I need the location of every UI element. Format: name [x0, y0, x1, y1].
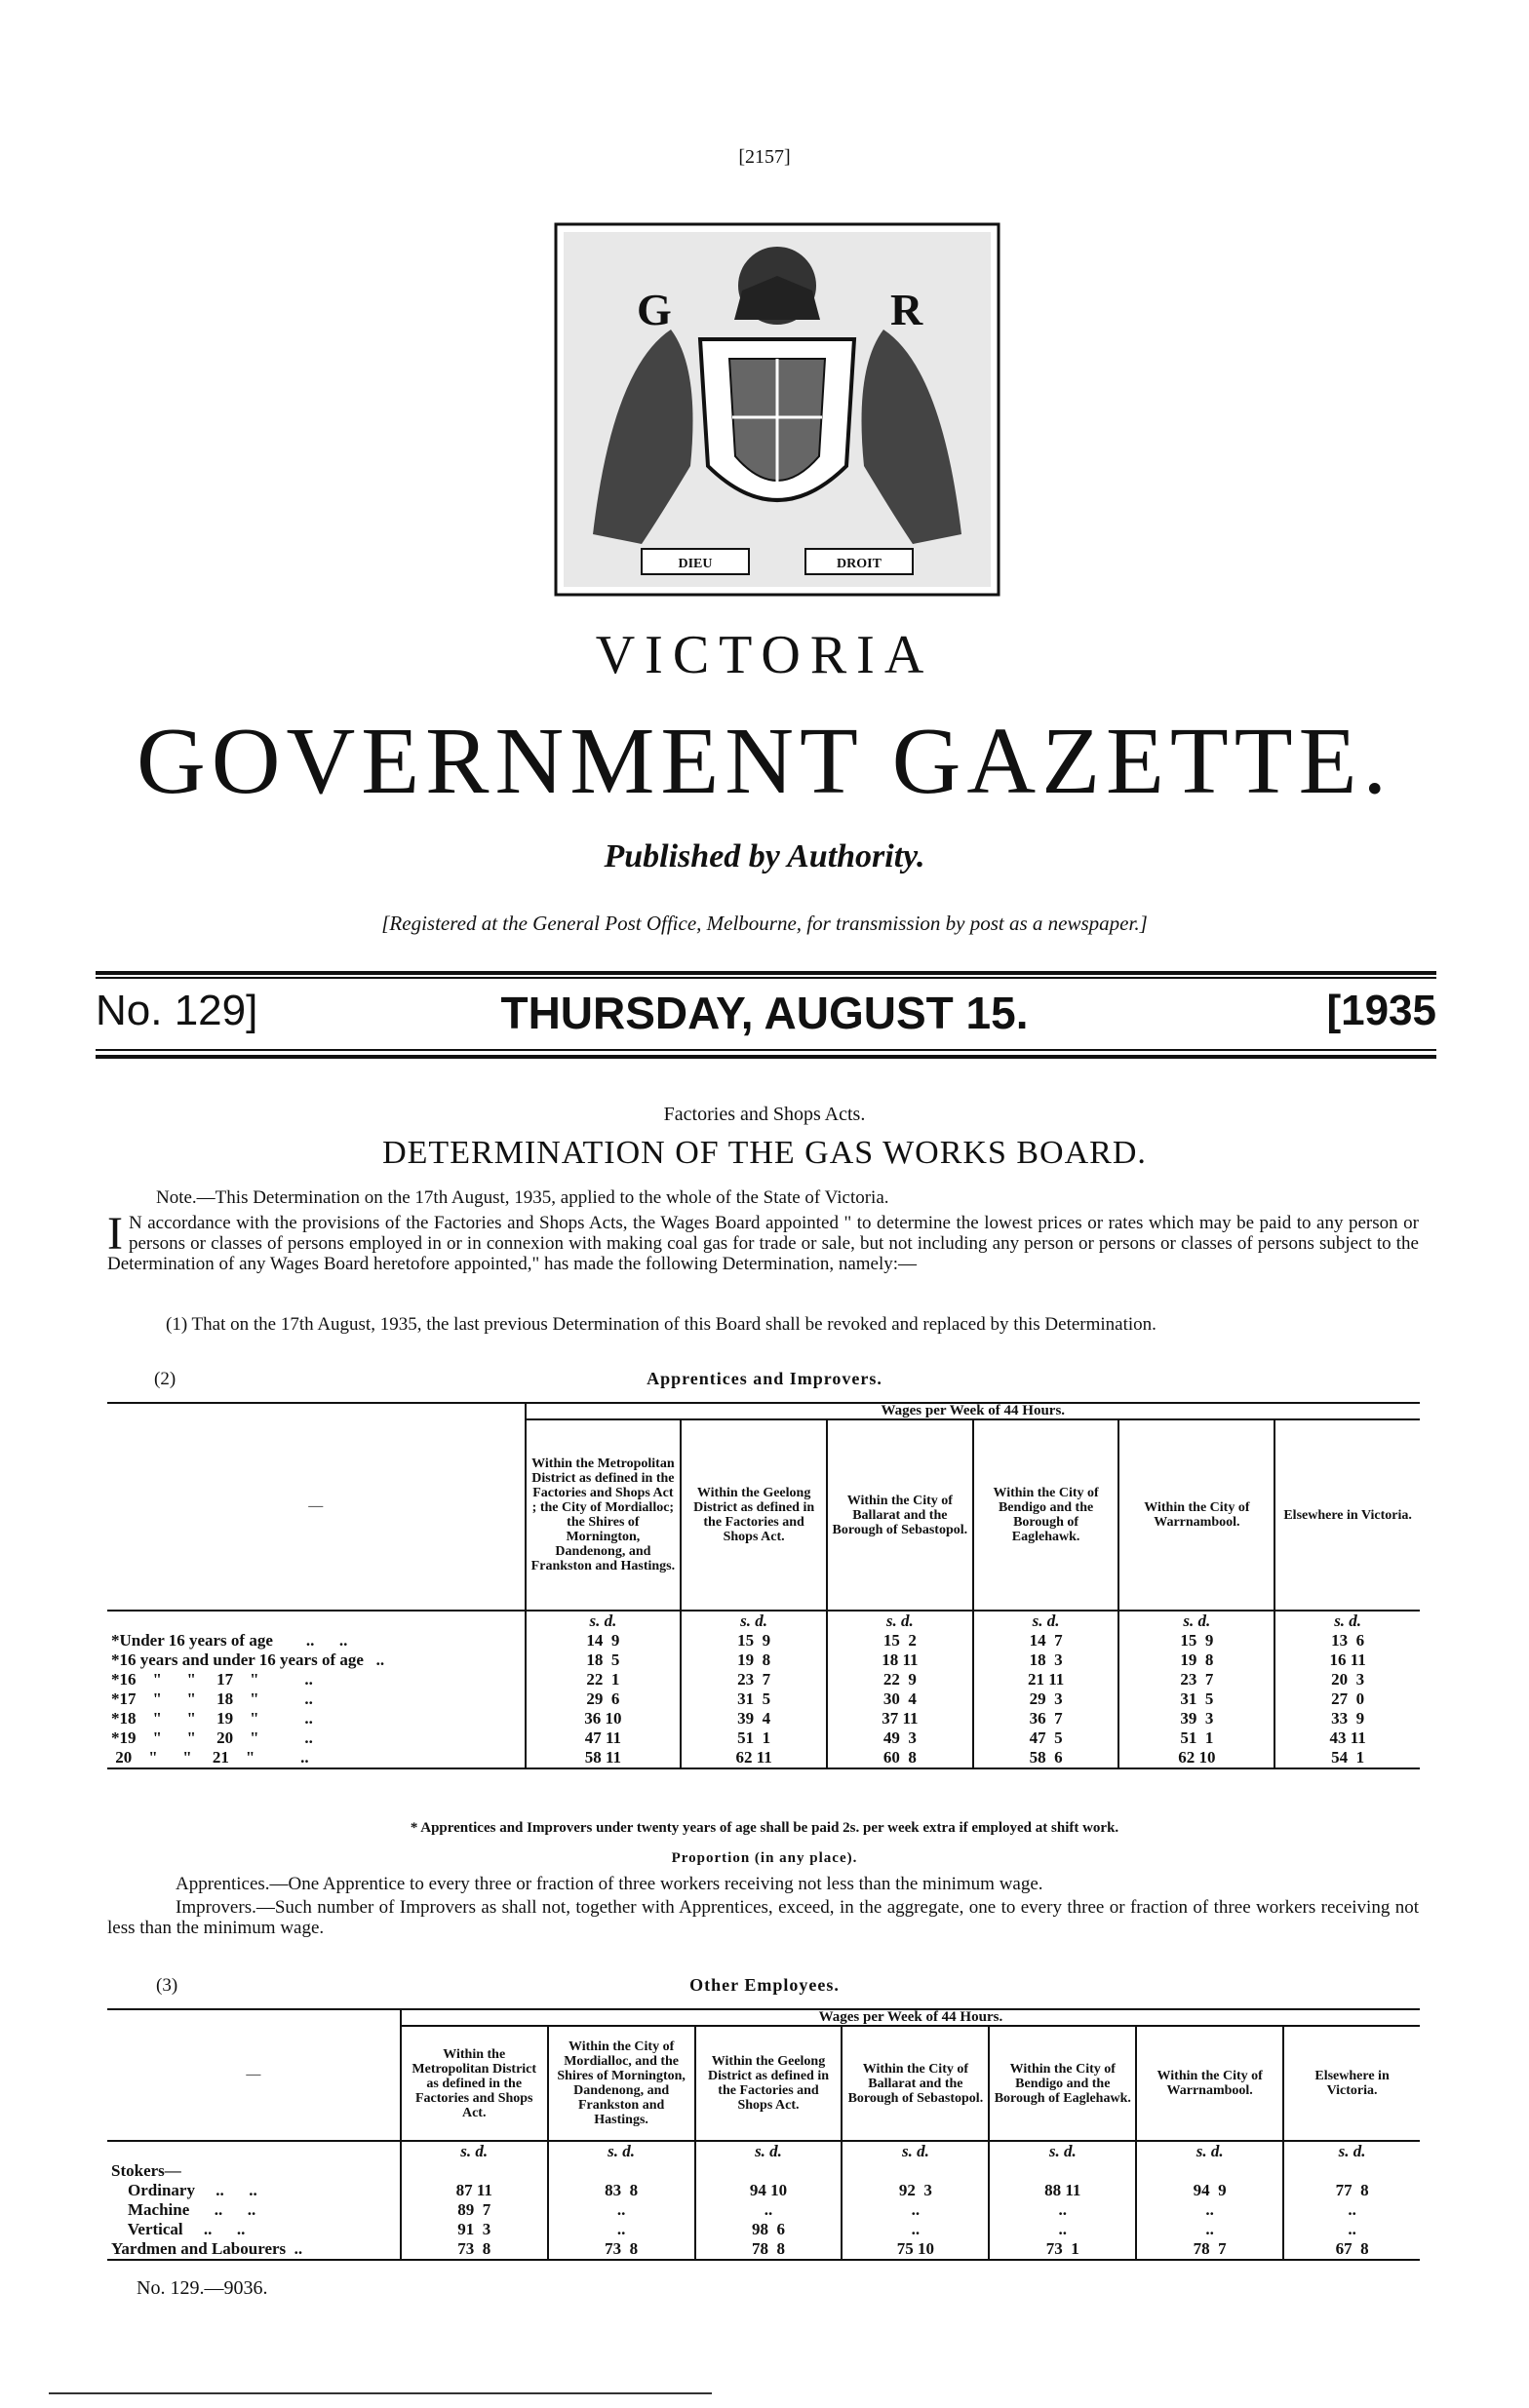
- row-label: Vertical .. ..: [111, 2220, 246, 2238]
- wage-cell: [989, 2161, 1136, 2181]
- acts-heading: Factories and Shops Acts.: [663, 1104, 866, 1125]
- wage-cell: 94 9: [1136, 2181, 1283, 2200]
- table3-col-header: Within the Geelong District as defined in the Factories and Shops Act.: [695, 2026, 843, 2141]
- wage-cell: 13 6: [1274, 1631, 1420, 1651]
- units-cell: s. d.: [681, 1611, 827, 1631]
- wage-cell: 75 10: [842, 2239, 989, 2260]
- wage-cell: ..: [548, 2220, 695, 2239]
- units-cell: s. d.: [1118, 1611, 1274, 1631]
- determination-title: DETERMINATION OF THE GAS WORKS BOARD.: [382, 1135, 1147, 1171]
- issue-number: No. 129]: [96, 987, 258, 1034]
- wage-cell: 18 5: [526, 1651, 682, 1670]
- crest-motto-left: DIEU: [678, 557, 713, 571]
- drop-cap: I: [107, 1208, 123, 1260]
- table-row: [107, 2239, 1420, 2260]
- row-label: Yardmen and Labourers ..: [111, 2239, 303, 2258]
- row-label: 20 " " 21 " ..: [111, 1748, 309, 1767]
- table2-body: [107, 1611, 1420, 1768]
- proportion-heading: Proportion (in any place).: [671, 1850, 858, 1866]
- table-row: [107, 2200, 1420, 2220]
- wage-cell: 19 8: [681, 1651, 827, 1670]
- table-row: [107, 1748, 1420, 1768]
- wage-cell: 51 1: [681, 1728, 827, 1748]
- wage-cell: 92 3: [842, 2181, 989, 2200]
- row-label: *17 " " 18 " ..: [111, 1689, 313, 1708]
- wage-cell: 77 8: [1283, 2181, 1420, 2200]
- footer-number: No. 129.—9036.: [137, 2277, 268, 2299]
- table3-col-header: Within the City of Bendigo and the Borough of Eaglehawk.: [989, 2026, 1136, 2141]
- wage-cell: 89 7: [401, 2200, 548, 2220]
- wage-cell: 39 3: [1118, 1709, 1274, 1728]
- wage-cell: ..: [989, 2220, 1136, 2239]
- wage-cell: 83 8: [548, 2181, 695, 2200]
- wage-cell: [1283, 2161, 1420, 2181]
- table-row: [107, 1651, 1420, 1670]
- authority-line: Published by Authority.: [604, 838, 925, 874]
- crest-motto-right: DROIT: [837, 557, 882, 571]
- units-cell: s. d.: [973, 1611, 1119, 1631]
- units-cell: s. d.: [548, 2141, 695, 2161]
- apprentices-rule: Apprentices.—One Apprentice to every three or fraction of three workers receiving not less than the minimum wage.: [176, 1874, 1043, 1894]
- table2-col-header: Within the City of Bendigo and the Borough of Eaglehawk.: [973, 1419, 1119, 1611]
- improvers-rule: Improvers.—Such number of Improvers as shall not, together with Apprentices, exceed, in the aggregate, one to every three or fraction of three workers receiving not less than the minimum wage.: [107, 1897, 1419, 1938]
- wage-cell: 18 11: [827, 1651, 973, 1670]
- row-label: Stokers—: [111, 2161, 181, 2180]
- section-2-number: (2): [154, 1369, 176, 1389]
- masthead-rule-top: [96, 971, 1436, 975]
- bottom-rule: [49, 2392, 712, 2394]
- wage-cell: 27 0: [1274, 1689, 1420, 1709]
- wage-cell: 91 3: [401, 2220, 548, 2239]
- table2-col-header: Within the Metropolitan District as defined in the Factories and Shops Act ; the City of Mordialloc; the Shires of Mornington, Dandenong, and Frankston and Hastings.: [526, 1419, 682, 1611]
- wage-cell: ..: [842, 2220, 989, 2239]
- wage-cell: 94 10: [695, 2181, 843, 2200]
- wage-cell: 14 7: [973, 1631, 1119, 1651]
- other-employees-wage-table: [107, 2008, 1420, 2261]
- shift-work-footnote: * Apprentices and Improvers under twenty years of age shall be paid 2s. per week extra if employed at shift work.: [410, 1820, 1119, 1836]
- row-label: *16 years and under 16 years of age ..: [111, 1651, 385, 1669]
- wage-cell: [548, 2161, 695, 2181]
- wage-cell: 73 1: [989, 2239, 1136, 2260]
- wage-cell: [1136, 2161, 1283, 2181]
- wage-cell: ..: [842, 2200, 989, 2220]
- wage-cell: 98 6: [695, 2220, 843, 2239]
- wage-cell: 36 7: [973, 1709, 1119, 1728]
- row-label: Ordinary .. ..: [111, 2181, 257, 2199]
- royal-coat-of-arms: [554, 222, 1000, 597]
- table-row: [107, 1670, 1420, 1689]
- table-row: [107, 2181, 1420, 2200]
- section-3-number: (3): [156, 1975, 178, 1996]
- table3-units-row: [107, 2141, 1420, 2161]
- wage-cell: 87 11: [401, 2181, 548, 2200]
- crest-letter-right: R: [890, 285, 923, 334]
- wage-cell: 43 11: [1274, 1728, 1420, 1748]
- table3-col-header: Within the City of Warrnambool.: [1136, 2026, 1283, 2141]
- table3-col-header: Within the Metropolitan District as defined in the Factories and Shops Act.: [401, 2026, 548, 2141]
- wage-cell: 78 7: [1136, 2239, 1283, 2260]
- state-name: VICTORIA: [595, 625, 934, 685]
- wage-cell: 78 8: [695, 2239, 843, 2260]
- table3-col-header: Elsewhere in Victoria.: [1283, 2026, 1420, 2141]
- note-paragraph: Note.—This Determination on the 17th August, 1935, applied to the whole of the State of Victoria.: [156, 1187, 889, 1208]
- row-label: *19 " " 20 " ..: [111, 1728, 313, 1747]
- units-cell: s. d.: [989, 2141, 1136, 2161]
- table3-col-header: Within the City of Mordialloc, and the Shires of Mornington, Dandenong, and Frankston and Hastings.: [548, 2026, 695, 2141]
- wage-cell: 88 11: [989, 2181, 1136, 2200]
- wage-cell: 36 10: [526, 1709, 682, 1728]
- wage-cell: 22 9: [827, 1670, 973, 1689]
- wage-cell: ..: [1283, 2200, 1420, 2220]
- wage-cell: 51 1: [1118, 1728, 1274, 1748]
- table2-group-header: Wages per Week of 44 Hours.: [526, 1403, 1420, 1419]
- wage-cell: 16 11: [1274, 1651, 1420, 1670]
- wage-cell: 30 4: [827, 1689, 973, 1709]
- wage-cell: 15 2: [827, 1631, 973, 1651]
- table-row: [107, 1709, 1420, 1728]
- wage-cell: 31 5: [1118, 1689, 1274, 1709]
- wage-cell: 29 3: [973, 1689, 1119, 1709]
- wage-cell: 23 7: [681, 1670, 827, 1689]
- masthead-rule-top-thin: [96, 977, 1436, 979]
- wage-cell: 19 8: [1118, 1651, 1274, 1670]
- page-number: [2157]: [738, 146, 791, 168]
- wage-cell: 58 11: [526, 1748, 682, 1768]
- wage-cell: 33 9: [1274, 1709, 1420, 1728]
- clause-1: (1) That on the 17th August, 1935, the last previous Determination of this Board shall be revoked and replaced by this Determination.: [166, 1314, 1157, 1335]
- wage-cell: 14 9: [526, 1631, 682, 1651]
- masthead-rule-bottom-thin: [96, 1049, 1436, 1051]
- masthead-rule-bottom: [96, 1055, 1436, 1059]
- wage-cell: 39 4: [681, 1709, 827, 1728]
- section-2-caption: Apprentices and Improvers.: [647, 1369, 882, 1388]
- section-3-caption: Other Employees.: [689, 1975, 840, 1995]
- wage-cell: 62 11: [681, 1748, 827, 1768]
- wage-cell: ..: [695, 2200, 843, 2220]
- table2-col-header: Within the City of Ballarat and the Borough of Sebastopol.: [827, 1419, 973, 1611]
- table3-body: [107, 2141, 1420, 2260]
- units-cell: s. d.: [1136, 2141, 1283, 2161]
- table-row: [107, 1689, 1420, 1709]
- units-cell: s. d.: [842, 2141, 989, 2161]
- wage-cell: 47 5: [973, 1728, 1119, 1748]
- wage-cell: 67 8: [1283, 2239, 1420, 2260]
- wage-cell: 15 9: [1118, 1631, 1274, 1651]
- registration-note: [Registered at the General Post Office, Melbourne, for transmission by post as a newspaper.]: [381, 912, 1148, 935]
- table-row: [107, 2161, 1420, 2181]
- wage-cell: 20 3: [1274, 1670, 1420, 1689]
- issue-year: [1935: [1326, 987, 1436, 1034]
- intro-paragraph: [107, 1208, 1419, 1274]
- table2-dash: —: [107, 1403, 526, 1611]
- wage-cell: ..: [1136, 2220, 1283, 2239]
- wage-cell: [401, 2161, 548, 2181]
- wage-cell: 62 10: [1118, 1748, 1274, 1768]
- table2-col-header: Within the Geelong District as defined in the Factories and Shops Act.: [681, 1419, 827, 1611]
- wage-cell: 31 5: [681, 1689, 827, 1709]
- wage-cell: ..: [1136, 2200, 1283, 2220]
- wage-cell: 49 3: [827, 1728, 973, 1748]
- wage-cell: 21 11: [973, 1670, 1119, 1689]
- wage-cell: 18 3: [973, 1651, 1119, 1670]
- wage-cell: ..: [989, 2200, 1136, 2220]
- wage-cell: 47 11: [526, 1728, 682, 1748]
- wage-cell: [842, 2161, 989, 2181]
- wage-cell: 73 8: [548, 2239, 695, 2260]
- units-label-cell: [107, 1611, 526, 1631]
- wage-cell: 58 6: [973, 1748, 1119, 1768]
- row-label: *18 " " 19 " ..: [111, 1709, 313, 1728]
- units-cell: s. d.: [401, 2141, 548, 2161]
- wage-cell: [695, 2161, 843, 2181]
- wage-cell: ..: [548, 2200, 695, 2220]
- apprentices-wage-table: [107, 1402, 1420, 1769]
- wage-cell: 60 8: [827, 1748, 973, 1768]
- units-cell: s. d.: [827, 1611, 973, 1631]
- wage-cell: 15 9: [681, 1631, 827, 1651]
- row-label: *Under 16 years of age .. ..: [111, 1631, 348, 1650]
- units-cell: s. d.: [695, 2141, 843, 2161]
- intro-text: N accordance with the provisions of the Factories and Shops Acts, the Wages Board appointed " to determine the lowest prices or rates which may be paid to any person or persons or classes of persons employed in or in connexion with making coal gas for trade or sale, but not including any person or persons or classes of persons subject to the Determination of any Wages Board heretofore appointed," has made the following Determination, namely:—: [107, 1213, 1419, 1274]
- wage-cell: 37 11: [827, 1709, 973, 1728]
- units-cell: s. d.: [1283, 2141, 1420, 2161]
- units-cell: s. d.: [526, 1611, 682, 1631]
- wage-cell: 22 1: [526, 1670, 682, 1689]
- table3-dash: —: [107, 2009, 401, 2141]
- wage-cell: 73 8: [401, 2239, 548, 2260]
- table-row: [107, 1631, 1420, 1651]
- table3-group-header: Wages per Week of 44 Hours.: [401, 2009, 1420, 2026]
- wage-cell: ..: [1283, 2220, 1420, 2239]
- table-row: [107, 2220, 1420, 2239]
- wage-cell: 23 7: [1118, 1670, 1274, 1689]
- row-label: *16 " " 17 " ..: [111, 1670, 313, 1689]
- issue-date: THURSDAY, AUGUST 15.: [500, 988, 1029, 1038]
- table3-col-header: Within the City of Ballarat and the Borough of Sebastopol.: [842, 2026, 989, 2141]
- wage-cell: 29 6: [526, 1689, 682, 1709]
- table2-col-header: Within the City of Warrnambool.: [1118, 1419, 1274, 1611]
- table2-units-row: [107, 1611, 1420, 1631]
- wage-cell: 54 1: [1274, 1748, 1420, 1768]
- gazette-title: GOVERNMENT GAZETTE.: [136, 709, 1393, 814]
- units-cell: s. d.: [1274, 1611, 1420, 1631]
- crest-letter-left: G: [637, 285, 672, 334]
- units-label-cell: [107, 2141, 401, 2161]
- table2-col-header: Elsewhere in Victoria.: [1274, 1419, 1420, 1611]
- row-label: Machine .. ..: [111, 2200, 256, 2219]
- table-row: [107, 1728, 1420, 1748]
